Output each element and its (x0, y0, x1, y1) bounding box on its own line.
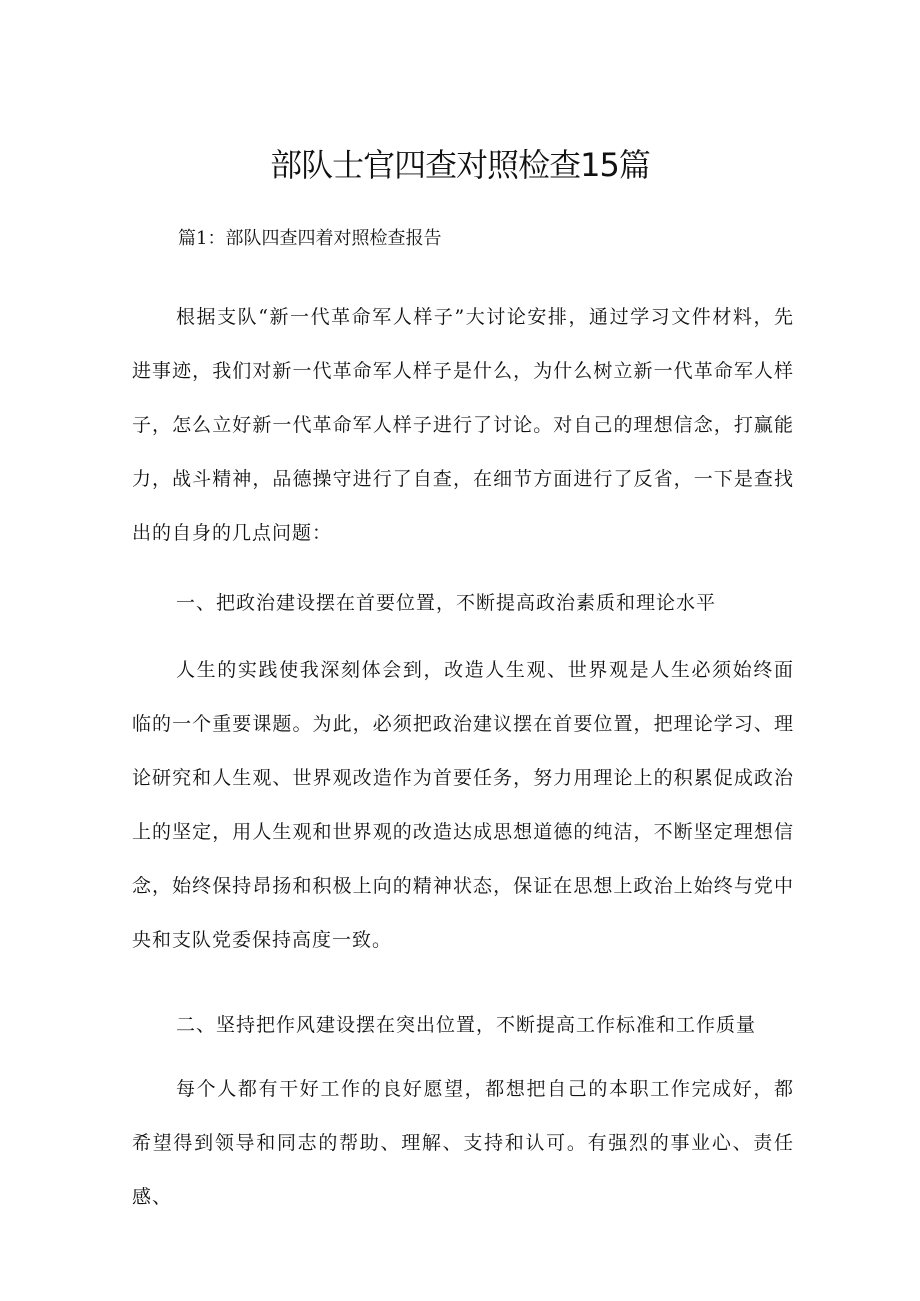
document-subtitle: 篇1：部队四查四着对照检查报告 (178, 228, 442, 249)
paragraph-section-1: 人生的实践使我深刻体会到，改造人生观、世界观是人生必须始终面临的一个重要课题。为此，必须把政治建议摆在首要位置，把理论学习、理论研究和人生观、世界观改造作为首要任务，努力用理论上的积累促成政治上的坚定，用人生观和世界观的改造达成思想道德的纯洁，不断坚定理想信念，始终保持昂扬和积极上向的精神状态，保证在思想上政治上始终与党中央和支队党委保持高度一致。 (132, 659, 794, 951)
paragraph-intro: 根据支队“新一代革命军人样子”大讨论安排，通过学习文件材料，先进事迹，我们对新一代革命军人样子是什么，为什么树立新一代革命军人样子，怎么立好新一代革命军人样子进行了讨论。对自己的理想信念，打赢能力，战斗精神，品德操守进行了自查，在细节方面进行了反省，一下是查找出的自身的几点问题： (132, 306, 794, 544)
paragraph-section-2: 每个人都有干好工作的良好愿望，都想把自己的本职工作完成好，都希望得到领导和同志的帮助、理解、支持和认可。有强烈的事业心、责任感、 (132, 1078, 794, 1208)
section-heading-2: 二、坚持把作风建设摆在突出位置，不断提高工作标准和工作质量 (176, 1014, 757, 1036)
document-title: 部队士官四查对照检查15篇 (270, 146, 650, 184)
section-heading-1: 一、把政治建设摆在首要位置，不断提高政治素质和理论水平 (176, 592, 717, 614)
